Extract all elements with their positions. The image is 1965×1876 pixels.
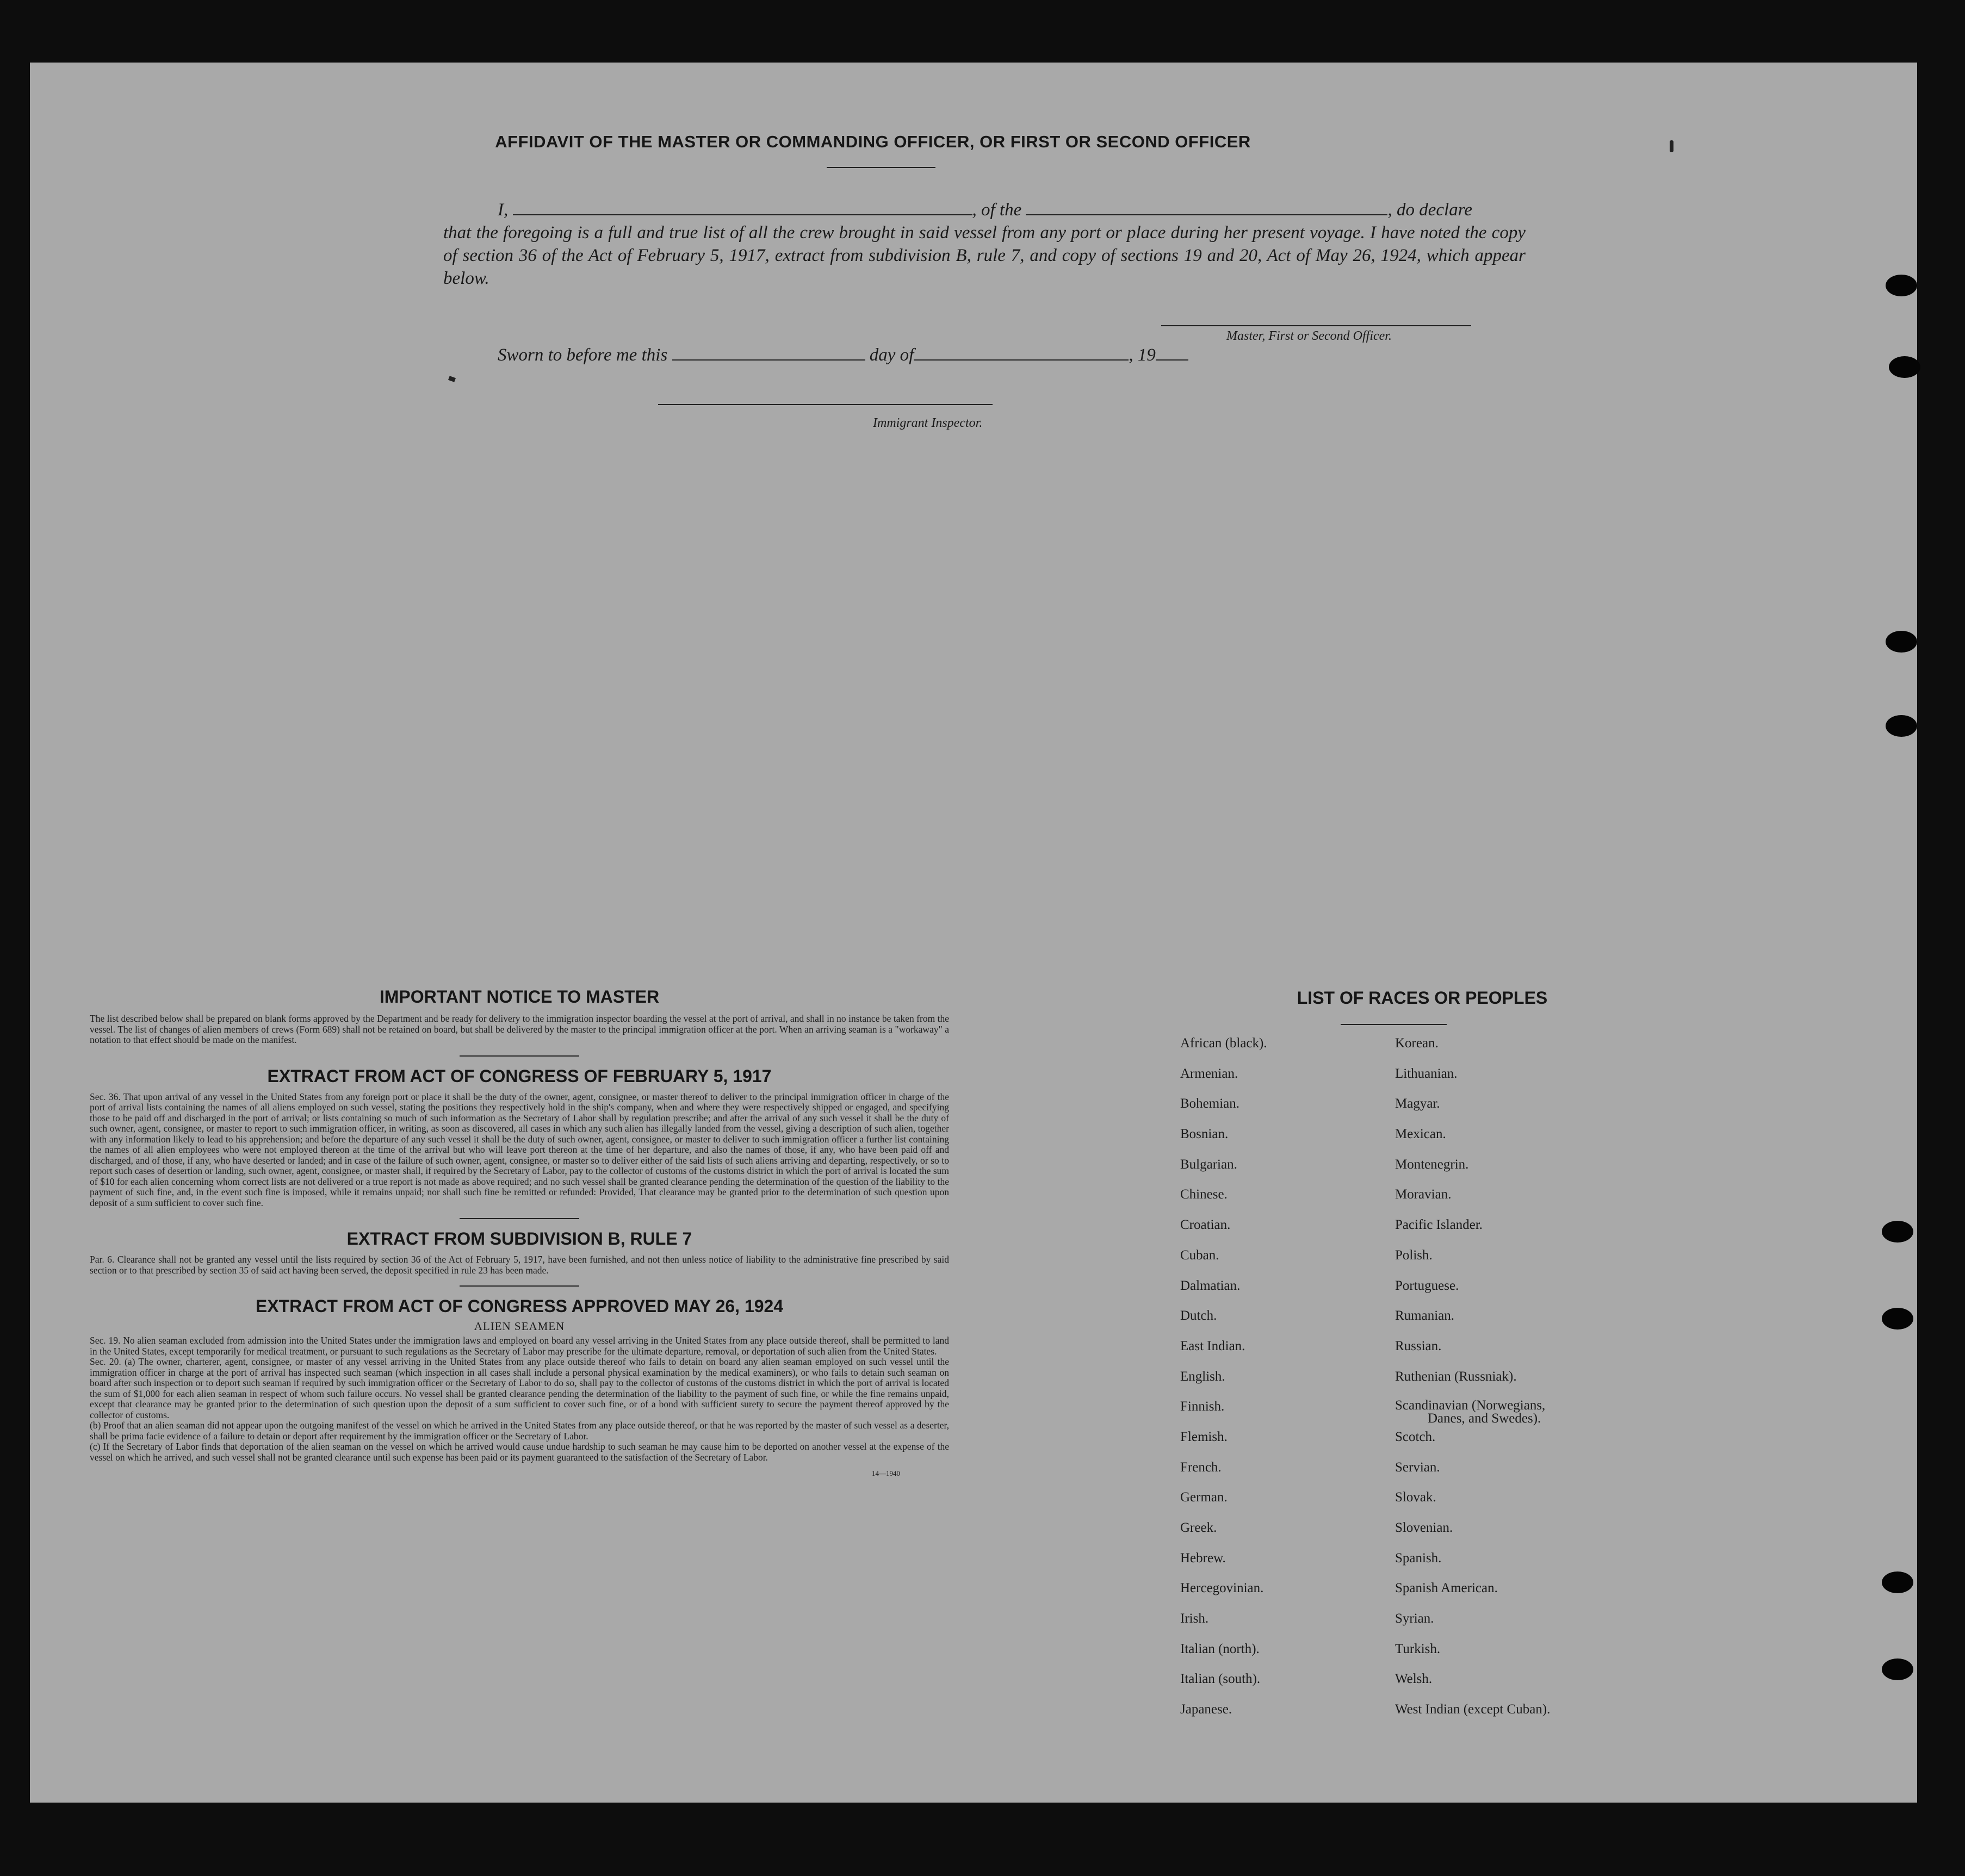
race-item: Polish. <box>1395 1247 1433 1263</box>
race-item: Bosnian. <box>1180 1127 1229 1142</box>
do-declare-label: , do declare <box>1387 200 1472 220</box>
sworn-line <box>498 345 1188 365</box>
race-item: Bohemian. <box>1180 1096 1240 1111</box>
race-item: Lithuanian. <box>1395 1066 1458 1081</box>
race-item: Armenian. <box>1180 1066 1238 1081</box>
sec-20a-text: Sec. 20. (a) The owner, charterer, agent, consignee, or master of any vessel arriving in the United States from any place outside thereof who fails to detain on board any alien seaman employed on such vessel until the immigration officer in charge at the port of arrival has inspected such seaman (which inspection in all cases shall include a personal physical examination by the medical examiners), or who fails to detain such seaman on board after such inspection or to deport such seaman if required by such immigration officer or the Secretary of Labor to do so, shall pay to the collector of customs of the customs district in which the port of arrival is located the sum of $1,000 for each alien seaman in respect of whom such failure occurs. No vessel shall be granted clearance pending the determination of the liability to the payment of such fine, or while the fine remains unpaid, except that clearance may be granted prior to the determination of such question upon the deposit of a sum sufficient to cover such fine, or of a bond with sufficient surety to secure the payment thereof approved by the collector of customs. <box>90 1356 949 1420</box>
stray-mark <box>1670 140 1673 152</box>
master-signature-line <box>1161 325 1471 326</box>
of-the-label: , of the <box>972 200 1022 220</box>
extract-1917-text: Sec. 36. That upon arrival of any vessel in the United States from any foreign port or place it shall be the duty of the owner, agent, consignee, or master thereof to deliver to the principal immigration officer in charge of the port of arrival lists containing the names of all aliens employed on such vessel, stating the positions they respectively hold in the ship's company, when and where they were respectively shipped or engaged, and specifying those to be paid off and discharged in the port of arrival; or lists containing so much of such information as the Secretary of Labor shall by regulation prescribe; and after the arrival of any such vessel it shall be the duty of such owner, agent, consignee, or master to report to such immigration officer, in writing, as soon as discovered, all cases in which any such alien has illegally landed from the vessel, giving a description of such alien, together with any information likely to lead to his apprehension; and before the departure of any such vessel it shall be the duty of such owner, agent, consignee, or master to deliver to such immigration officer a further list containing the names of all alien employees who were not employed thereon at the time of the arrival but who will leave port thereon at the time of her departure, and also the names of those, if any, who have been paid off and discharged, and of those, if any, who have deserted or landed; and in case of the failure of such owner, agent, consignee, or master so to deliver either of the said lists of such aliens arriving and departing, respectively, or so to report such cases of desertion or landing, such owner, agent, consignee, or master shall, if required by the Secretary of Labor, pay to the collector of customs of the customs district in which the port of arrival is located the sum of $10 for each alien concerning whom correct lists are not delivered or a true report is not made as above required; and no such vessel shall be granted clearance pending the determination of the question of the liability to the payment of such fine, and, in the event such fine is imposed, while it remains unpaid; nor shall such fine be remitted or refunded: Provided, That clearance may be granted prior to the determination of such question upon deposit of a sum sufficient to cover such fine. <box>90 1091 949 1208</box>
binder-hole <box>1882 1658 1913 1680</box>
race-item: Flemish. <box>1180 1429 1228 1444</box>
race-item: English. <box>1180 1369 1225 1384</box>
binder-hole <box>1886 275 1917 296</box>
vessel-field[interactable] <box>1026 200 1387 215</box>
race-item: Syrian. <box>1395 1611 1434 1626</box>
race-item: Mexican. <box>1395 1127 1446 1142</box>
race-item: Russian. <box>1395 1338 1442 1353</box>
race-item: Portuguese. <box>1395 1278 1459 1293</box>
rule-7-title: EXTRACT FROM SUBDIVISION B, RULE 7 <box>346 1229 692 1248</box>
inspector-caption: Immigrant Inspector. <box>873 416 983 430</box>
year-prefix: , 19 <box>1129 345 1156 365</box>
race-item: Servian. <box>1395 1459 1440 1475</box>
extract-1917-title: EXTRACT FROM ACT OF CONGRESS OF FEBRUARY 5, 1917 <box>267 1066 772 1086</box>
race-item: Magyar. <box>1395 1096 1440 1111</box>
rule-7-text: Par. 6. Clearance shall not be granted any vessel until the lists required by section 36 of the Act of February 5, 1917, have been furnished, and not then unless notice of liability to the administrative fine prescribed by said section or to that prescribed by section 35 of said act having been served, the deposit specified in rule 23 has been made. <box>90 1254 949 1276</box>
race-item: Italian (north). <box>1180 1641 1260 1656</box>
race-item: Spanish American. <box>1395 1581 1498 1596</box>
notice-text: The list described below shall be prepared on blank forms approved by the Department and be ready for delivery to the immigration inspector boarding the vessel at the port of arrival, and shall in no instance be taken from the vessel. The list of changes of alien members of crews (Form 689) shall not be retained on board, but shall be delivered by the master to the principal immigration officer at the port. When an arriving seaman is a "workaway" a notation to that effect should be made on the manifest. <box>90 1013 949 1045</box>
race-item: Finnish. <box>1180 1399 1225 1414</box>
sworn-label: Sworn to before me this <box>498 345 668 365</box>
affidavit-paragraph <box>443 198 1526 290</box>
binder-hole <box>1886 715 1917 737</box>
races-title: LIST OF RACES OR PEOPLES <box>1297 988 1548 1008</box>
binder-hole <box>1882 1221 1913 1243</box>
sworn-year-field[interactable] <box>1156 345 1188 361</box>
race-item: Scotch. <box>1395 1429 1436 1444</box>
race-item: West Indian (except Cuban). <box>1395 1702 1551 1717</box>
title-underline <box>827 167 935 168</box>
race-item: Welsh. <box>1395 1672 1433 1687</box>
extract-1924-title: EXTRACT FROM ACT OF CONGRESS APPROVED MAY 26, 1924 <box>255 1296 784 1316</box>
race-item: Moravian. <box>1395 1187 1452 1202</box>
races-left-column <box>1180 1036 1267 1732</box>
race-item: Dalmatian. <box>1180 1278 1241 1293</box>
races-right-column <box>1395 1036 1550 1732</box>
race-item: German. <box>1180 1490 1228 1505</box>
race-item: Slovak. <box>1395 1490 1436 1505</box>
notice-column <box>90 987 949 1478</box>
race-item-continuation: Danes, and Swedes). <box>1428 1411 1541 1426</box>
name-field[interactable] <box>513 200 972 215</box>
race-item: Spanish. <box>1395 1550 1442 1566</box>
affidavit-text: that the foregoing is a full and true list of all the crew brought in said vessel from any port or place during her present voyage. I have noted the copy of section 36 of the Act of February 5, 1917, extract from subdivision B, rule 7, and copy of sections 19 and 20, Act of May 26, 1924, which appear below. <box>443 223 1526 288</box>
race-item: Chinese. <box>1180 1187 1228 1202</box>
race-item: Korean. <box>1395 1036 1439 1051</box>
binder-hole <box>1889 356 1920 378</box>
race-item: African (black). <box>1180 1036 1267 1051</box>
sec-20c-text: (c) If the Secretary of Labor finds that deportation of the alien seaman on the vessel on which he arrived would cause undue hardship to such seaman he may cause him to be deported on another vessel at the expense of the vessel on which he arrived, and such vessel shall not be granted clearance until such expense has been paid or its payment guaranteed to the satisfaction of the Secretary of Labor. <box>90 1441 949 1463</box>
inspector-signature-line <box>658 404 993 405</box>
binder-hole <box>1882 1308 1913 1330</box>
race-item: Montenegrin. <box>1395 1157 1469 1172</box>
affidavit-first-line <box>443 198 1526 221</box>
notice-title: IMPORTANT NOTICE TO MASTER <box>379 987 660 1007</box>
master-caption: Master, First or Second Officer. <box>1226 329 1392 343</box>
divider <box>460 1055 579 1057</box>
race-item: Cuban. <box>1180 1247 1219 1263</box>
form-number: 14—1940 <box>872 1469 900 1477</box>
race-item: Hercegovinian. <box>1180 1581 1264 1596</box>
divider <box>460 1218 579 1219</box>
race-item: East Indian. <box>1180 1338 1245 1353</box>
race-item: Hebrew. <box>1180 1550 1226 1566</box>
race-item: French. <box>1180 1459 1222 1475</box>
sworn-month-field[interactable] <box>914 345 1129 361</box>
race-item-text: Scandinavian (Norwegians, <box>1395 1398 1546 1413</box>
i-label: I, <box>498 200 509 220</box>
race-item: Turkish. <box>1395 1641 1441 1656</box>
binder-hole <box>1882 1571 1913 1593</box>
divider <box>460 1285 579 1287</box>
race-item <box>1395 1399 1550 1430</box>
race-item: Italian (south). <box>1180 1672 1261 1687</box>
alien-seamen-subtitle: ALIEN SEAMEN <box>474 1320 565 1333</box>
race-item: Japanese. <box>1180 1702 1232 1717</box>
race-item: Ruthenian (Russniak). <box>1395 1369 1517 1384</box>
race-item: Pacific Islander. <box>1395 1217 1483 1233</box>
affidavit-title: AFFIDAVIT OF THE MASTER OR COMMANDING OFFICER, OR FIRST OR SECOND OFFICER <box>495 132 1251 151</box>
day-of-label: day of <box>869 345 914 365</box>
binder-hole <box>1886 631 1917 653</box>
document-page <box>30 63 1917 1803</box>
race-item: Dutch. <box>1180 1308 1217 1324</box>
race-item: Croatian. <box>1180 1217 1231 1233</box>
race-item: Greek. <box>1180 1520 1217 1535</box>
race-item: Bulgarian. <box>1180 1157 1237 1172</box>
race-item: Rumanian. <box>1395 1308 1455 1324</box>
stray-mark <box>448 376 456 382</box>
races-title-underline <box>1341 1024 1447 1025</box>
sworn-day-field[interactable] <box>672 345 865 361</box>
sec-19-text: Sec. 19. No alien seaman excluded from admission into the United States under the immigration laws and employed on board any vessel arriving in the United States from any place outside thereof, shall be permitted to land in the United States, except temporarily for medical treatment, or pursuant to such regulations as the Secretary of Labor may prescribe for the ultimate departure, removal, or deportation of such alien from the United States. <box>90 1335 949 1357</box>
race-item: Slovenian. <box>1395 1520 1453 1535</box>
race-item: Irish. <box>1180 1611 1209 1626</box>
sec-20b-text: (b) Proof that an alien seaman did not appear upon the outgoing manifest of the vessel on which he arrived in the United States from any place outside thereof, or that he was reported by the master of such vessel as a deserter, shall be prima facie evidence of a failure to detain or deport after requirement by the immigration officer or the Secretary of Labor. <box>90 1420 949 1442</box>
